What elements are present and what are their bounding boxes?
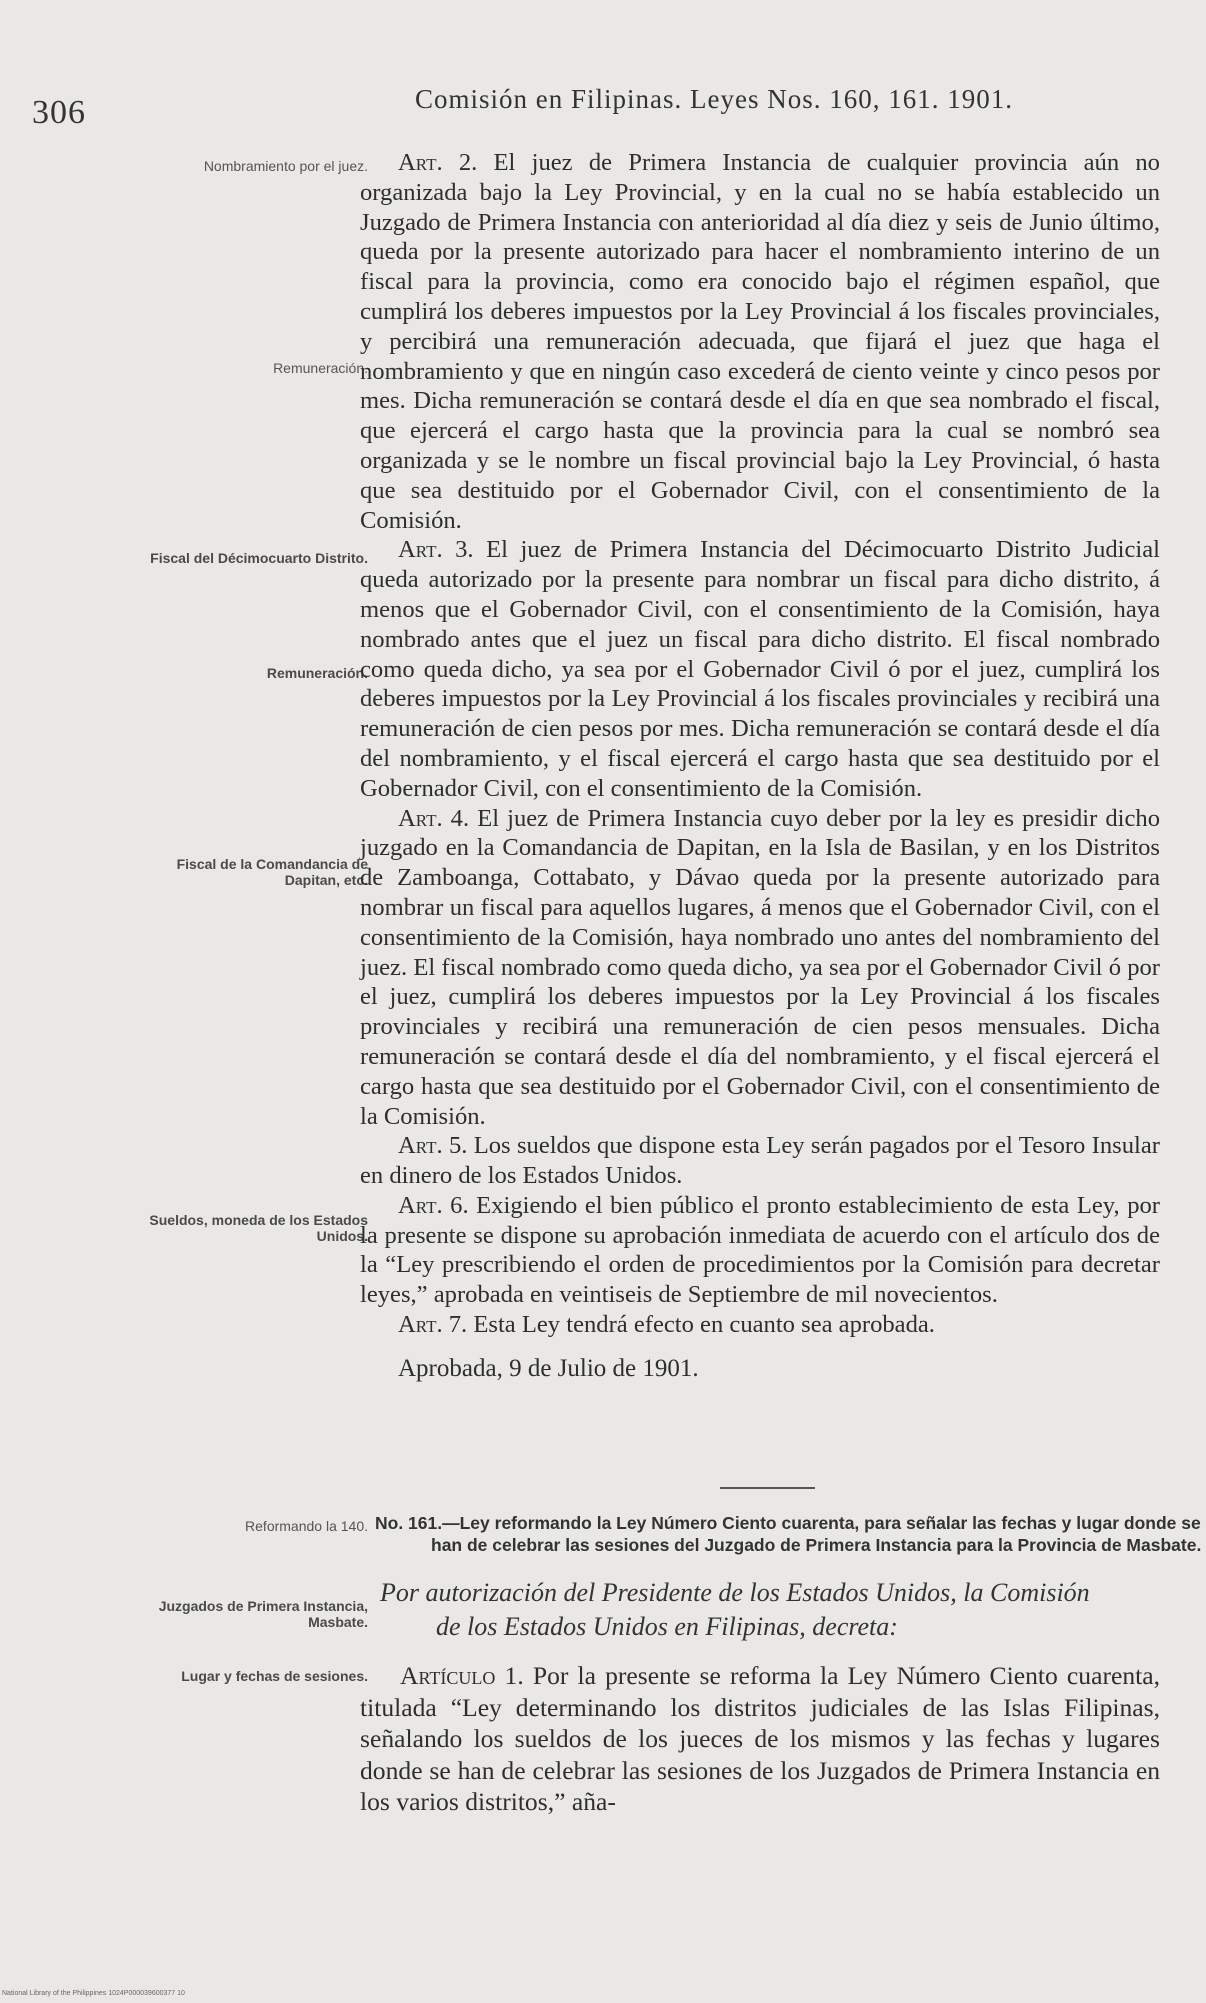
margin-note: Fiscal del Décimocuarto Distrito. <box>150 550 368 566</box>
article-1 <box>360 1660 1160 1818</box>
enacting-line-2: de los Estados Unidos en Filipinas, decreta: <box>436 1612 898 1641</box>
article-3 <box>360 535 1160 803</box>
article-label: Art. 4. <box>398 804 470 832</box>
article-text: Esta Ley tendrá efecto en cuanto sea aprobada. <box>467 1311 935 1339</box>
article-label: Art. 2. <box>398 149 478 176</box>
article-7 <box>360 1310 1160 1340</box>
article-text: El juez de Primera Instancia del Décimocuarto Distrito Judicial queda autorizado por la presente para nombrar un fiscal para dicho distrito, á menos que el Gobernador Civil, con el consentimiento de la Comisión, haya nombrado antes que el juez un fiscal para dicho distrito. El fiscal nombrado como queda dicho, ya sea por el Gobernador Civil ó por el juez, cumplirá los deberes impuestos por la Ley Provincial á los fiscales provinciales y recibirá una remuneración de cien pesos por mes. Dicha remuneración se contará desde el día del nombramiento, y el fiscal ejercerá el cargo hasta que sea destituido por el Gobernador Civil, con el consentimiento de la Comisión. <box>360 536 1160 802</box>
article-label: Art. 7. <box>398 1311 468 1339</box>
enacting-clause <box>380 1576 1170 1644</box>
margin-note: Juzgados de Primera Instancia, Masbate. <box>158 1598 368 1630</box>
section-rule <box>720 1487 815 1489</box>
margin-note: Remuneración. <box>273 360 368 376</box>
running-head: Comisión en Filipinas. Leyes Nos. 160, 161. 1901. <box>415 84 1013 114</box>
approval-date: Aprobada, 9 de Julio de 1901. <box>398 1354 699 1382</box>
article-text: Exigiendo el bien público el pronto establecimiento de esta Ley, por la presente se dispone su aprobación inmediata de acuerdo con el artículo dos de la “Ley prescribiendo el orden de procedimientos por la Comisión para decretar leyes,” aprobada en veintiseis de Septiembre de mil novecientos. <box>360 1191 1160 1309</box>
article-text: El juez de Primera Instancia de cualquier provincia aún no organizada bajo la Ley Provincial, y en la cual no se había establecido un Juzgado de Primera Instancia con anterioridad al día diez y seis de Junio último, queda por la presente autorizado para hacer el nombramiento interino de un fiscal para la provincia, como era conocido bajo el régimen español, que cumplirá los deberes impuestos por la Ley Provincial á los fiscales provinciales, y percibirá una remuneración adecuada, que fijará el juez que haga el nombramiento y que en ningún caso excederá de ciento veinte y cinco pesos por mes. Dicha remuneración se contará desde el día en que sea nombrado el fiscal, que ejercerá el cargo hasta que la provincia para la cual se nombró sea organizada y se le nombre un fiscal provincial bajo la Ley Provincial, ó hasta que sea destituido por el Gobernador Civil, con el consentimiento de la Comisión. <box>360 149 1160 534</box>
margin-note: Lugar y fechas de sesiones. <box>181 1668 368 1684</box>
article-label: Art. 3. <box>398 536 474 564</box>
article-5 <box>360 1131 1160 1191</box>
article-2 <box>360 148 1160 535</box>
margin-note: Fiscal de la Comandancia de Dapitan, etc. <box>176 856 368 888</box>
margin-note: Sueldos, moneda de los Estados Unidos. <box>149 1212 368 1244</box>
enacting-line-1: Por autorización del Presidente de los Estados Unidos, la Comisión <box>380 1578 1090 1607</box>
margin-note: Reformando la 140. <box>245 1518 368 1534</box>
law-161-article-1 <box>360 1660 1160 1818</box>
article-text: El juez de Primera Instancia cuyo deber por la ley es presidir dicho juzgado en la Comandancia de Dapitan, en la Isla de Basilan, y en los Distritos de Zamboanga, Cottabato, y Dávao queda por la presente autorizado para nombrar un fiscal para aquellos lugares, á menos que el Gobernador Civil, con el consentimiento de la Comisión, haya nombrado uno antes del nombramiento del juez. El fiscal nombrado como queda dicho, ya sea por el Gobernador Civil ó por el juez, cumplirá los deberes impuestos por la Ley Provincial á los fiscales provinciales y recibirá una remuneración de cien pesos mensuales. Dicha remuneración se contará desde el día del nombramiento, y el fiscal ejercerá el cargo hasta que sea destituido por el Gobernador Civil, con el consentimiento de la Comisión. <box>360 804 1160 1130</box>
law-161-heading: No. 161.—Ley reformando la Ley Número Ciento cuarenta, para señalar las fechas y lugar donde se han de celebrar las sesiones del Juzgado de Primera Instancia para la Provincia de Masbate. <box>375 1513 1202 1555</box>
article-4 <box>360 804 1160 1132</box>
article-label: Art. 5. <box>398 1132 468 1160</box>
main-text <box>360 148 1160 1384</box>
margin-note: Nombramiento por el juez. <box>203 158 368 174</box>
scan-footer: National Library of the Philippines 1024P000039600377 10 <box>2 1990 185 1997</box>
margin-note: Remuneración. <box>266 665 368 681</box>
page-number: 306 <box>32 94 86 131</box>
article-text: Los sueldos que dispone esta Ley serán pagados por el Tesoro Insular en dinero de los Estados Unidos. <box>360 1132 1160 1190</box>
article-label: Art. 6. <box>398 1191 469 1219</box>
article-text: Por la presente se reforma la Ley Número Ciento cuarenta, titulada “Ley determinando los distritos judiciales de las Islas Filipinas, señalando los sueldos de los jueces de los mismos y las fechas y lugares donde se han de celebrar las sesiones de los Juzgados de Primera Instancia en los varios distritos,” aña- <box>360 1661 1160 1816</box>
article-label: Artículo 1. <box>400 1661 524 1690</box>
article-6 <box>360 1191 1160 1310</box>
